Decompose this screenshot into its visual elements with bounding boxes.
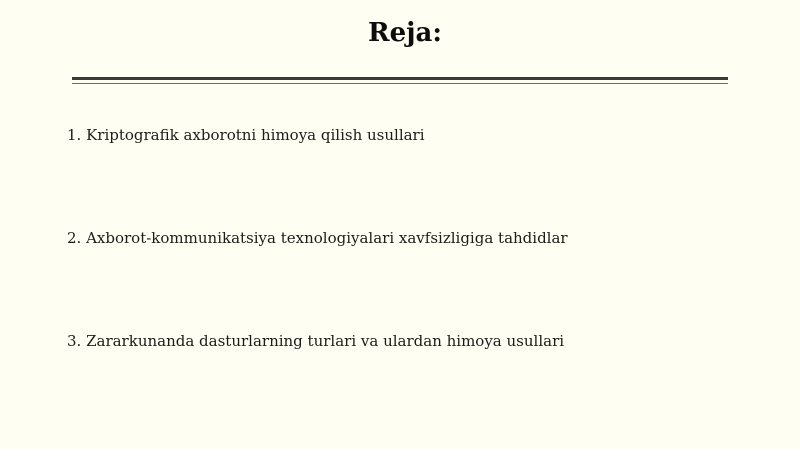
slide-title: Reja: (367, 18, 442, 48)
plan-item-1: 1. Kriptografik axborotni himoya qilish usullari (67, 126, 425, 144)
title-divider-thin (72, 83, 728, 84)
plan-item-2: 2. Axborot-kommunikatsiya texnologiyalari xavfsizligiga tahdidlar (67, 229, 568, 247)
plan-item-3: 3. Zararkunanda dasturlarning turlari va ulardan himoya usullari (67, 332, 565, 350)
title-divider-thick (72, 77, 728, 80)
